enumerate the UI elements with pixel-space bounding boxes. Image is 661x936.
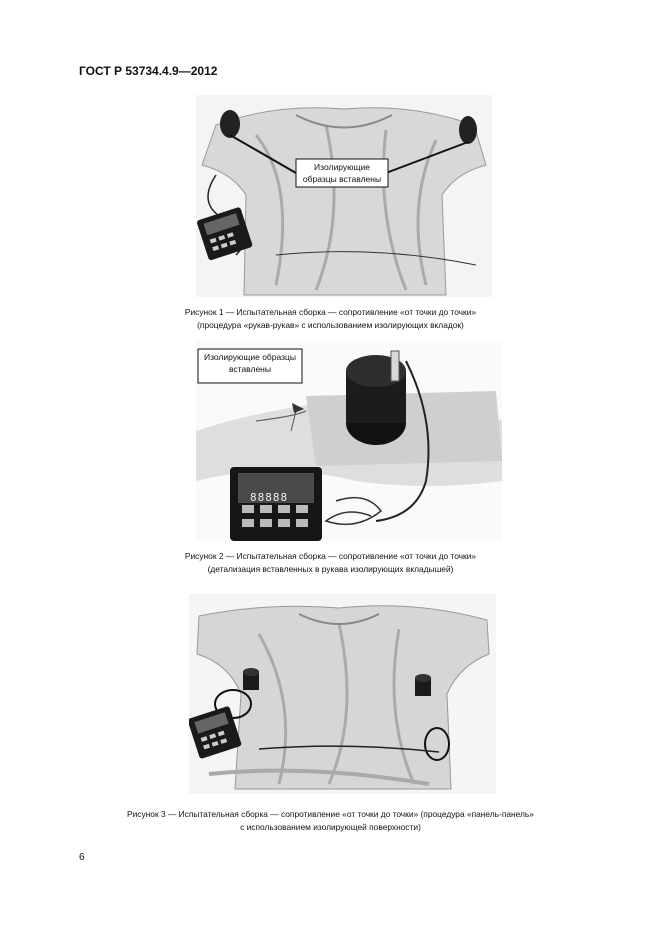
page-number: 6 xyxy=(79,852,85,863)
electrode-left xyxy=(220,110,240,138)
figure-1-caption-line1: Рисунок 1 — Испытательная сборка — сопротивление «от точки до точки» xyxy=(184,307,477,317)
figure-3-caption-line2: с использованием изолирующей поверхности) xyxy=(240,822,421,832)
figure-3-caption-line1: Рисунок 3 — Испытательная сборка — сопротивление «от точки до точки» (процедура «панель-панель» xyxy=(127,809,534,819)
meter-display-readout: 88888 xyxy=(250,491,289,504)
electrode-left xyxy=(243,668,259,690)
figure-1-photo xyxy=(196,95,492,297)
figure-2-caption-line2: (детализация вставленных в рукава изолирующих вкладышей) xyxy=(207,564,454,574)
figure-2-callout: Изолирующие образцы вставлены xyxy=(203,352,297,374)
electrode-right xyxy=(459,116,477,144)
figure-2-caption-line1: Рисунок 2 — Испытательная сборка — сопротивление «от точки до точки» xyxy=(184,551,477,561)
figure-2-photo xyxy=(196,341,502,541)
figure-1-callout: Изолирующие образцы вставлены xyxy=(302,162,382,184)
document-header: ГОСТ Р 53734.4.9—2012 xyxy=(79,64,218,78)
electrode-right xyxy=(415,674,431,696)
electrode-cylinder xyxy=(346,351,406,445)
meter-device xyxy=(230,467,322,541)
figure-3-photo xyxy=(189,594,496,794)
figure-1-caption-line2: (процедура «рукав-рукав» с использованием изолирующих вкладок) xyxy=(197,320,464,330)
